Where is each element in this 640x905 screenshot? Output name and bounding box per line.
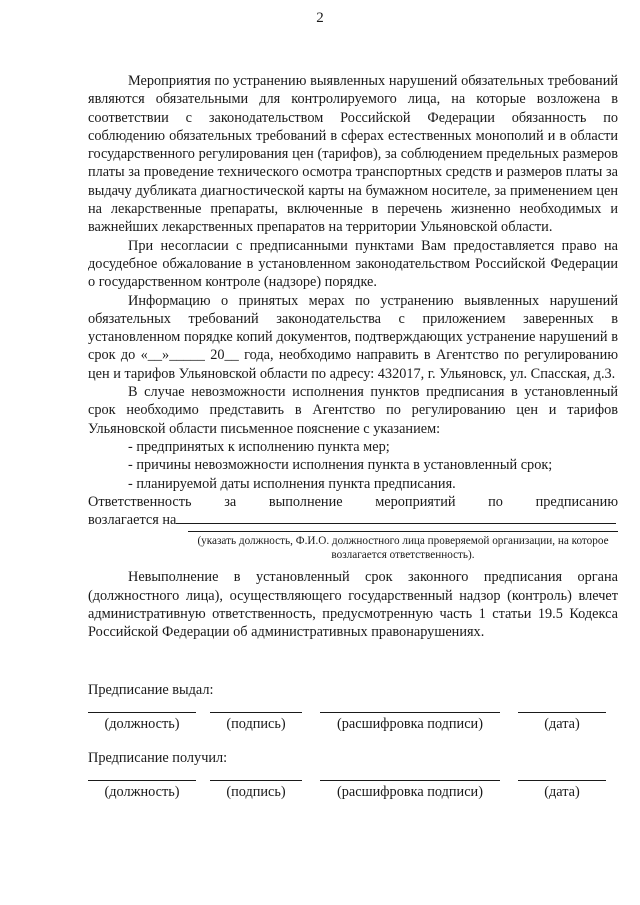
- responsibility-label: возлагается на: [88, 512, 177, 529]
- receiver-position-label: (должность): [104, 784, 180, 800]
- page-number: 2: [316, 10, 324, 26]
- document-body: [88, 72, 618, 642]
- assignee-blank: [176, 511, 616, 524]
- issuer-position-label: (должность): [104, 716, 180, 732]
- responsibility-block: [88, 493, 618, 563]
- issuer-name-label: (расшифровка подписи): [337, 716, 483, 732]
- receiver-signature-label: (подпись): [226, 784, 286, 800]
- paragraph-impossibility: В случае невозможности исполнения пунктов предписания в установленный срок необходимо представить в Агентство по регулированию цен и тарифов Ульяновской области письменное пояснение с указанием:: [88, 384, 618, 437]
- assignee-hint: (указать должность, Ф.И.О. должностного лица проверяемой организации, на которое возлагается ответственность).: [188, 531, 618, 562]
- receiver-name-field: [320, 780, 500, 801]
- issuer-signature-field: [210, 712, 302, 733]
- receiver-date-field: [518, 780, 606, 801]
- issuer-signature-label: (подпись): [226, 716, 286, 732]
- responsibility-line: Ответственность за выполнение мероприятий по предписанию: [88, 493, 618, 510]
- list-item: - предпринятых к исполнению пункта мер;: [128, 438, 390, 455]
- received-by-title: Предписание получил:: [88, 750, 228, 766]
- paragraph-obligations: Мероприятия по устранению выявленных нарушений обязательных требований являются обязательными для контролируемого лица, на которые возложена в соответствии с законодательством Российской Федерации обязанность по соблюдению обязательных требований в сферах естественных монополий и в области государственного регулирования цен (тарифов), за соблюдением предельных размеров платы за проведение технического осмотра транспортных средств и размеров платы за выдачу дубликата диагностической карты на бумажном носителе, за применением цен на лекарственные препараты, включенные в перечень жизненно необходимых и важнейших лекарственных препаратов на территории Ульяновской области.: [88, 73, 618, 236]
- paragraph-report: Информацию о принятых мерах по устранению выявленных нарушений обязательных требований законодательства с приложением заверенных в установленном порядке копий документов, подтверждающих устранение нарушений в срок до «__»_____ 20__ года, необходимо направить в Агентство по регулированию цен и тарифов Ульяновской области по адресу: 432017, г. Ульяновск, ул. Спасская, д.3.: [88, 292, 618, 382]
- list-item: - причины невозможности исполнения пункта в установленный срок;: [128, 457, 553, 474]
- receiver-name-label: (расшифровка подписи): [337, 784, 483, 800]
- paragraph-liability: Невыполнение в установленный срок законного предписания органа (должностного лица), осуществляющего государственный надзор (контроль) влечет административную ответственность, предусмотренную часть 1 статьи 19.5 Кодекса Российской Федерации об административных правонарушениях.: [88, 569, 618, 641]
- paragraph-appeal: При несогласии с предписанными пунктами Вам предоставляется право на досудебное обжалование в установленном законодательством Российской Федерации о государственном контроле (надзоре) порядке.: [88, 237, 618, 291]
- issuer-position-field: [88, 712, 196, 733]
- list-item: - планируемой даты исполнения пункта предписания.: [128, 475, 456, 492]
- responsibility-assignee: [88, 511, 618, 529]
- issued-by-title: Предписание выдал:: [88, 682, 214, 698]
- issuer-date-field: [518, 712, 606, 733]
- explanation-list: [88, 438, 618, 493]
- receiver-date-label: (дата): [544, 784, 580, 800]
- receiver-position-field: [88, 780, 196, 801]
- issuer-date-label: (дата): [544, 716, 580, 732]
- issuer-name-field: [320, 712, 500, 733]
- receiver-signature-field: [210, 780, 302, 801]
